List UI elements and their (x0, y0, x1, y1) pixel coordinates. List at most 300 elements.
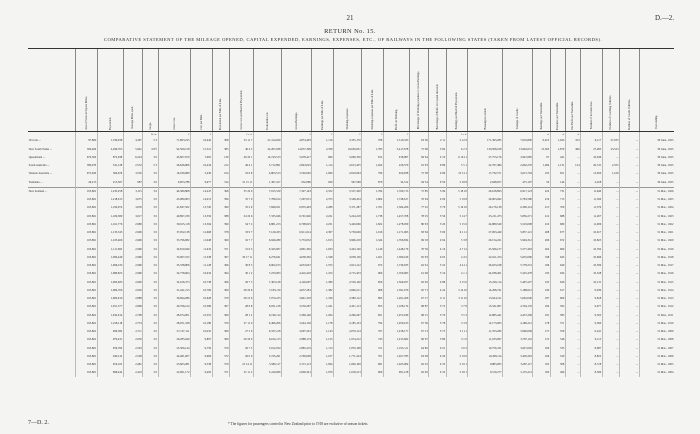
column-header-label: Number of Locomotives. (589, 101, 593, 130)
table-cell: 5,994,312 (503, 237, 533, 245)
table-cell: 69·18 (409, 237, 429, 245)
table-cell: 19,189,980 (158, 170, 191, 178)
table-cell: 181 (533, 311, 550, 319)
table-cell: 3,960,009 (503, 328, 533, 336)
table-cell: 1,099,449 (97, 254, 123, 262)
table-cell: 103 (533, 170, 550, 178)
table-cell: 3 6 (143, 229, 158, 237)
table-row (28, 204, 674, 212)
table-row (28, 262, 674, 270)
table-cell: 5 5 1 (446, 162, 468, 170)
state-name-cell (28, 237, 76, 245)
column-header (409, 49, 429, 132)
column-header-label: Net Profit per Train-mile. (571, 101, 575, 130)
table-cell: 163 (533, 361, 550, 369)
table-cell: 160 (533, 369, 550, 377)
column-header-label: Earnings per Head of Population. (455, 92, 459, 130)
table-cell: 178 (533, 320, 550, 328)
table-cell: 22,911,474 (468, 254, 503, 262)
table-cell: 390 (212, 221, 229, 229)
table-cell: 3,430,281 (503, 353, 533, 361)
table-cell: 3·69 (429, 145, 446, 153)
table-cell: 31 Mar., 1924 (639, 204, 674, 212)
table-cell: 7,233,003 (253, 270, 281, 278)
table-cell: 5,655,090 (503, 254, 533, 262)
table-cell: 9,538 (191, 361, 213, 369)
table-cell: 3,841,318 (282, 295, 312, 303)
table-row (28, 162, 674, 170)
column-header (602, 49, 619, 132)
table-cell: ... (602, 278, 619, 286)
table-cell: 30 June, 1925 (639, 178, 674, 187)
table-cell: 768 (362, 137, 384, 145)
state-name-cell (28, 295, 76, 303)
table-cell: 10,628 (191, 295, 213, 303)
column-header-label: Passengers carried. (483, 108, 487, 130)
table-cell: 972 (362, 262, 384, 270)
table-cell: ... (620, 344, 640, 352)
table-cell: 3 12 9 (446, 137, 468, 145)
table-cell: 10,709 (191, 287, 213, 295)
table-cell: 6,881,213 (253, 221, 281, 229)
table-cell: 11,640 (581, 187, 603, 196)
table-cell: 821 (362, 311, 384, 319)
state-name-cell (28, 361, 76, 369)
table-row (28, 303, 674, 311)
table-cell: 31 Mar., 1922 (639, 221, 674, 229)
table-cell: 6,783,580 (503, 196, 533, 204)
table-cell: 23,663,281 (158, 361, 191, 369)
table-cell: 5,739,049 (334, 229, 362, 237)
table-cell: 1,116 (312, 137, 334, 145)
table-cell: 6,911,014 (282, 229, 312, 237)
table-cell: 4·88 (429, 278, 446, 286)
table-row (28, 196, 674, 204)
table-cell: 28 13 9 (230, 295, 254, 303)
table-cell: 559 (550, 328, 565, 336)
table-cell: ... (620, 311, 640, 319)
table-cell: ... (565, 369, 580, 377)
unit-cell: d. (550, 132, 565, 138)
table-cell: 940,212 (97, 353, 123, 361)
table-cell: 1,032,614 (97, 311, 123, 319)
table-cell: 4 8½ (143, 145, 158, 153)
table-cell: 35 19 9 (230, 187, 254, 196)
table-cell: 23,523 (602, 145, 619, 153)
table-cell: 855 (362, 303, 384, 311)
table-cell: 206 (533, 237, 550, 245)
table-cell: 27,035 (602, 137, 619, 145)
table-cell: 7,666,811 (253, 204, 281, 212)
table-cell: 27,093,440 (468, 229, 503, 237)
table-cell: 1,218,913 (97, 196, 123, 204)
table-cell: 3·78 (429, 320, 446, 328)
column-header-label: Earnings per Mile of Line. (321, 99, 325, 130)
table-cell: 1,784 (362, 187, 384, 196)
table-cell: 68·15 (409, 311, 429, 319)
unit-cell: £ s. d. (230, 132, 254, 138)
table-cell: ... (565, 344, 580, 352)
table-cell: 1,761 (362, 204, 384, 212)
table-cell: 701 (362, 353, 384, 361)
table-cell: 2,559,140 (334, 278, 362, 286)
table-cell: 2,481 (123, 361, 143, 369)
table-cell: 34 7 2 (230, 221, 254, 229)
table-cell: 103,861 (76, 262, 98, 270)
table-cell: 1,566,957 (383, 278, 409, 286)
table-cell: 103,861 (76, 212, 98, 220)
column-header (468, 49, 503, 132)
table-cell: 6,345,007 (253, 245, 281, 253)
table-cell: 9,913 (533, 137, 550, 145)
table-cell: ... (620, 320, 640, 328)
table-cell: 27 3 0 (230, 328, 254, 336)
table-cell: 2 19 6 (446, 353, 468, 361)
table-cell: 27,137,111 (158, 328, 191, 336)
table-cell: 3 6 (143, 221, 158, 229)
table-cell: ... (620, 328, 640, 336)
table-cell: 767 (362, 328, 384, 336)
table-cell: 4·65 (429, 254, 446, 262)
table-cell: 62·61 (409, 262, 429, 270)
table-cell: 11,128 (191, 262, 213, 270)
table-cell: 1,171,965 (383, 229, 409, 237)
table-cell: 13,662,631 (503, 145, 533, 153)
table-cell: 3 6 (143, 287, 158, 295)
table-cell: 677 (550, 229, 565, 237)
table-cell: 9,677 (581, 303, 603, 311)
table-cell: ... (620, 270, 640, 278)
table-cell: 5,060,330 (334, 154, 362, 162)
table-cell: 26 16 9 (230, 336, 254, 344)
table-cell: 15,226,114 (468, 278, 503, 286)
table-cell: ... (620, 262, 640, 270)
table-cell: 3 14 10 (446, 287, 468, 295)
table-cell: 24,938,401 (468, 270, 503, 278)
table-cell: 508 (550, 361, 565, 369)
table-cell: 103,861 (76, 278, 98, 286)
table-cell: 67·36 (409, 320, 429, 328)
table-cell: 1,024 (362, 162, 384, 170)
table-cell: 9,492 (191, 369, 213, 377)
footnote-text: * The figures for passengers carried in New Zealand prior to 1918 are exclusive of season tickets. (228, 422, 369, 426)
table-cell: 31 Mar., 1919 (639, 245, 674, 253)
table-cell: 1,748,617 (383, 196, 409, 204)
table-cell: 7,786,014 (253, 196, 281, 204)
table-cell: 687 (123, 178, 143, 187)
table-cell: 2,885,219 (282, 344, 312, 352)
table-cell: ... (602, 178, 619, 187)
table-cell: 898,442 (97, 369, 123, 377)
table-cell: 920,938 (383, 170, 409, 178)
table-cell: 8,987 (581, 344, 603, 352)
table-cell: 15,521 (191, 145, 213, 153)
table-cell: 5·22 (429, 262, 446, 270)
state-name-cell: Tasmania ... (28, 179, 43, 184)
table-cell: ... (602, 187, 619, 196)
table-cell: 4,457,209 (503, 311, 533, 319)
table-cell: 2,913,112 (334, 262, 362, 270)
table-cell: 2,711 (123, 328, 143, 336)
table-cell: ... (565, 170, 580, 178)
unit-cell: £ (191, 132, 213, 138)
table-cell: 3·72 (429, 303, 446, 311)
table-cell: 7,327,143 (282, 187, 312, 196)
table-cell: 369 (212, 287, 229, 295)
table-cell: 1,204 (312, 311, 334, 319)
comparative-statement-table (28, 48, 674, 377)
table-cell: ... (602, 254, 619, 262)
table-cell: 78·25 (409, 212, 429, 220)
table-cell: 370 (212, 320, 229, 328)
table-cell: 3 6 (143, 254, 158, 262)
table-cell: 3,787,116 (503, 336, 533, 344)
table-cell: 37,952,138 (158, 229, 191, 237)
unit-cell: £ (334, 132, 362, 138)
table-cell: 31 Mar., 1907 (639, 344, 674, 352)
table-cell: 10,010 (191, 328, 213, 336)
table-cell: 33,967,165 (158, 254, 191, 262)
table-cell: 44,380,808 (158, 187, 191, 196)
table-cell: 11,183,097 (468, 336, 503, 344)
table-cell: 10,639,631 (334, 145, 362, 153)
table-cell: 6,224 (123, 154, 143, 162)
table-cell: 2,299,763 (97, 145, 123, 153)
table-cell: 1,100 (602, 170, 619, 178)
table-cell: 103,861 (76, 270, 98, 278)
table-cell: 2,799,009 (282, 353, 312, 361)
table-cell: 1,261,206 (383, 295, 409, 303)
state-name-cell: New South Wales ... (28, 146, 53, 151)
table-cell: 1,804 (362, 196, 384, 204)
table-row (28, 145, 674, 153)
table-cell: 6,701,926 (282, 212, 312, 220)
table-cell: 80·93 (409, 221, 429, 229)
table-cell: 9,115 (581, 336, 603, 344)
table-cell: 6,917,123 (503, 187, 533, 196)
table-cell: 3 6 (143, 170, 158, 178)
table-cell: 4·42 (429, 287, 446, 295)
table-cell: 10,917 (581, 229, 603, 237)
table-cell: 1,553 (312, 262, 334, 270)
table-cell: 8,853 (581, 353, 603, 361)
table-cell: ... (602, 221, 619, 229)
table-cell: 3 6 (143, 237, 158, 245)
table-cell: ... (620, 254, 640, 262)
column-header-label: Area of State in Square Miles. (84, 95, 88, 130)
table-cell: 3 6 (143, 154, 158, 162)
table-cell: 3 6 (143, 245, 158, 253)
table-cell: 2,819,064 (334, 170, 362, 178)
table-row (28, 187, 674, 196)
table-cell: ... (620, 170, 640, 178)
table-cell: 62·02 (409, 278, 429, 286)
table-cell: 4,126,097 (282, 278, 312, 286)
table-cell: 3 7 8 (446, 303, 468, 311)
table-cell: 103,861 (76, 361, 98, 369)
table-cell: 62·25 (409, 361, 429, 369)
column-header (362, 49, 384, 132)
column-header-label: Average Miles open. (131, 106, 135, 130)
state-name-cell (28, 212, 76, 220)
table-cell: 920 (312, 178, 334, 187)
column-header-label: Tonnage of Goods. (516, 108, 520, 130)
column-header-label: Working-expenses. (345, 108, 349, 130)
state-name-cell (28, 196, 76, 204)
column-header (76, 49, 98, 132)
table-cell: 1,974,212 (334, 336, 362, 344)
table-row (28, 295, 674, 303)
table-cell: 6,104,113 (253, 336, 281, 344)
table-cell: 6 16 11 (446, 154, 468, 162)
table-cell: 4,874,493 (282, 137, 312, 145)
column-header (620, 49, 640, 132)
table-cell: 1,190,974 (97, 204, 123, 212)
table-row (28, 270, 674, 278)
table-cell: 8,584 (581, 369, 603, 377)
table-cell: 1,382 (312, 287, 334, 295)
table-cell: 11,763,282 (468, 328, 503, 336)
column-header (639, 49, 674, 132)
column-header-label: Population. (108, 116, 112, 130)
table-cell: 34 19 6 (230, 212, 254, 220)
table-cell: 1,094 (312, 361, 334, 369)
table-cell: 144 (550, 178, 565, 187)
table-cell: 1,284 (533, 162, 550, 170)
table-cell: 65·93 (409, 254, 429, 262)
table-cell: 83·04 (409, 229, 429, 237)
footnote-page-ref: 7—D. 2. (28, 420, 49, 426)
table-cell: 1,089,825 (97, 270, 123, 278)
state-name-cell: Queensland ... (28, 154, 46, 159)
table-cell: 62·02 (409, 369, 429, 377)
table-cell: 166 (533, 353, 550, 361)
return-title: RETURN No. 15. (324, 28, 376, 35)
table-cell: 2,996 (123, 229, 143, 237)
column-header (312, 49, 334, 132)
table-cell: 4,186,212 (503, 320, 533, 328)
table-cell: ... (620, 229, 640, 237)
table-cell: 3,947,685 (503, 154, 533, 162)
table-cell: 3 6 (143, 336, 158, 344)
table-cell: 2,656 (123, 336, 143, 344)
table-cell: 31 Mar., 1914 (639, 287, 674, 295)
table-cell: 2,753 (123, 320, 143, 328)
table-cell: 2,609,341 (282, 369, 312, 377)
table-cell: 103,861 (76, 187, 98, 196)
table-cell: 999,582 (97, 328, 123, 336)
column-header-label: Profit on Working. (394, 108, 398, 130)
table-cell: 202 (533, 245, 550, 253)
table-cell: 645 (550, 254, 565, 262)
column-header-label: Gross Cost. (172, 116, 176, 130)
table-cell: 27 11 0 (230, 320, 254, 328)
table-cell: ... (602, 311, 619, 319)
table-cell: 1,738 (362, 212, 384, 220)
table-cell: 2,552 (123, 162, 143, 170)
column-header (550, 49, 565, 132)
table-cell: 1,059,013 (383, 320, 409, 328)
table-cell: 872,938 (97, 154, 123, 162)
table-cell: 7,610,800 (503, 137, 533, 145)
table-cell: 3 0 2 (446, 344, 468, 352)
table-cell: 40 4 5 (230, 145, 254, 153)
table-cell: 475,107 (503, 178, 533, 187)
table-cell: 1,169,389 (97, 212, 123, 220)
table-cell: 520 (550, 353, 565, 361)
table-cell: 212 (212, 162, 229, 170)
column-header (581, 49, 603, 132)
table-cell: 731 (550, 187, 565, 196)
table-cell: 210 (533, 221, 550, 229)
table-cell: 30 June, 1925 (639, 170, 674, 178)
state-name-cell (28, 320, 76, 328)
table-cell: 1,113 (312, 344, 334, 352)
table-cell: 26,023,168 (468, 262, 503, 270)
table-cell: 34,512 (383, 178, 409, 187)
table-cell: 3·86 (429, 336, 446, 344)
column-header (158, 49, 191, 132)
table-cell: 14,298,741 (468, 287, 503, 295)
column-header (503, 49, 533, 132)
table-cell: ... (565, 311, 580, 319)
table-cell: ... (602, 154, 619, 162)
table-cell: 7,183,119 (253, 287, 281, 295)
table-cell: 1,618,213 (334, 369, 362, 377)
table-cell: 13,363 (533, 145, 550, 153)
table-cell: ... (565, 178, 580, 187)
table-cell: 1,025,004 (383, 361, 409, 369)
table-cell: 9,684 (191, 353, 213, 361)
table-cell: 7,005 (191, 154, 213, 162)
table-cell: 1,107 (312, 353, 334, 361)
table-cell: 103,861 (76, 369, 98, 377)
table-cell: 2,352 (312, 187, 334, 196)
table-cell: 1,380 (312, 278, 334, 286)
table-cell: 14,057,309 (282, 145, 312, 153)
table-row (28, 245, 674, 253)
state-name-cell (28, 303, 76, 311)
table-cell: 103,861 (76, 320, 98, 328)
comparative-statement-table-wrapper (28, 48, 674, 377)
table-cell: 103,861 (76, 311, 98, 319)
table-row (28, 328, 674, 336)
table-cell: 66·07 (409, 336, 429, 344)
table-cell: 1,143 (312, 328, 334, 336)
table-cell: ... (602, 328, 619, 336)
table-cell: 919,103 (97, 361, 123, 369)
column-header (123, 49, 143, 132)
table-row (28, 353, 674, 361)
table-cell: 2,798 (123, 311, 143, 319)
table-cell: 906 (362, 270, 384, 278)
table-cell: ... (602, 237, 619, 245)
table-cell: ... (620, 237, 640, 245)
table-cell: 1,021 (362, 254, 384, 262)
table-cell: 11,948 (191, 237, 213, 245)
table-cell: 3 6 (143, 303, 158, 311)
table-row (28, 178, 674, 187)
table-cell: 26,285,040 (158, 336, 191, 344)
table-cell: 4·01 (429, 344, 446, 352)
table-cell: 32 7 7 (230, 237, 254, 245)
table-cell: 1,448,176 (383, 245, 409, 253)
table-cell: 26,215 (76, 178, 98, 187)
table-cell: ... (565, 320, 580, 328)
table-cell: 1,149 (362, 245, 384, 253)
table-cell: ... (565, 262, 580, 270)
table-cell: 28 6 8 (230, 303, 254, 311)
